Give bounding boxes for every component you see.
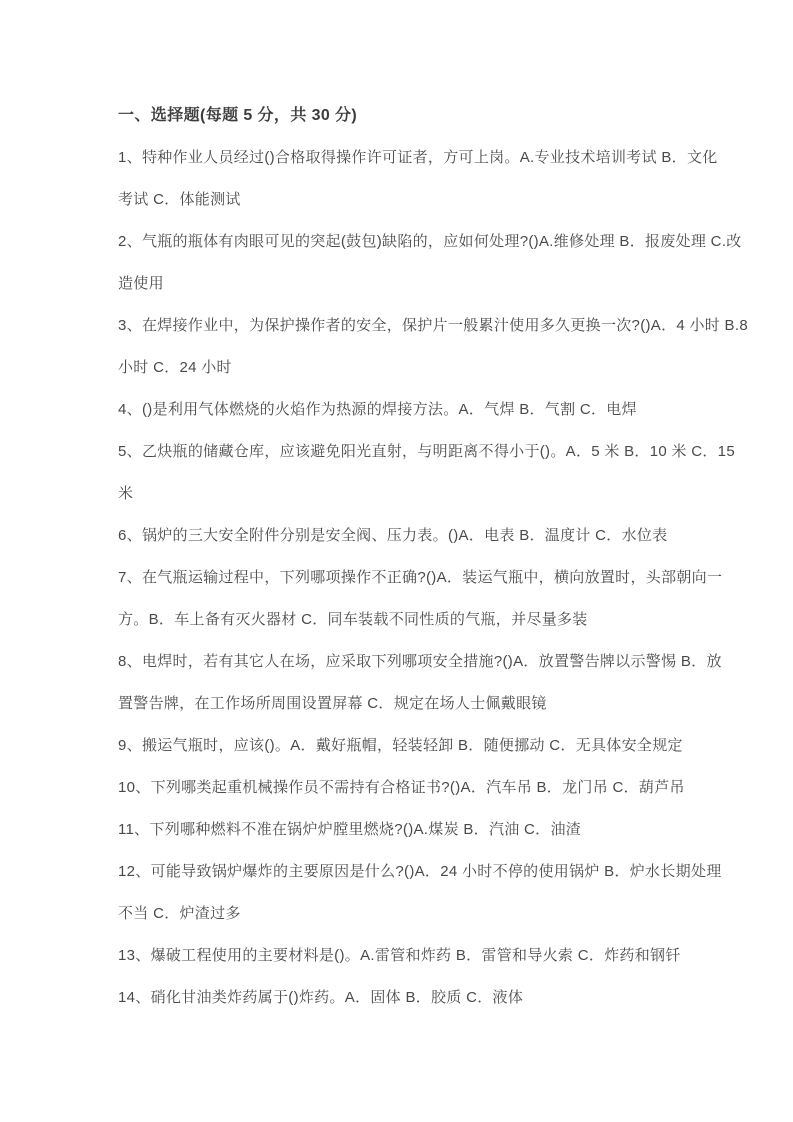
question-8 <box>118 641 722 725</box>
question-6 <box>118 515 678 557</box>
question-12-line-2: 不当 C．炉渣过多 <box>118 905 241 922</box>
question-4-line-1: 4、()是利用气体燃烧的火焰作为热源的焊接方法。A．气焊 B．气割 C．电焊 <box>118 401 637 418</box>
question-5-line-2: 米 <box>118 485 134 502</box>
question-9 <box>118 725 683 767</box>
question-7-line-2: 方。B．车上备有灭火器材 C．同车装载不同性质的气瓶，并尽量多装 <box>118 611 588 628</box>
question-11 <box>118 809 678 851</box>
question-6-line-1: 6、锅炉的三大安全附件分别是安全阀、压力表。()A．电表 B．温度计 C．水位表 <box>118 527 668 544</box>
question-13-line-1: 13、爆破工程使用的主要材料是()。A.雷管和炸药 B．雷管和导火索 C．炸药和钢钎 <box>118 947 681 964</box>
question-8-line-2: 置警告牌，在工作场所周围设置屏幕 C．规定在场人士佩戴眼镜 <box>118 695 547 712</box>
question-3-line-2: 小时 C．24 小时 <box>118 359 232 376</box>
question-7-line-1: 7、在气瓶运输过程中，下列哪项操作不正确?()A．装运气瓶中，横向放置时，头部朝向一 <box>118 569 723 586</box>
question-2-line-2: 造使用 <box>118 275 164 292</box>
question-3-line-1: 3、在焊接作业中，为保护操作者的安全，保护片一般累汁使用多久更换一次?()A．4 小时 B.8 <box>118 317 748 334</box>
question-12-line-1: 12、可能导致锅炉爆炸的主要原因是什么?()A．24 小时不停的使用锅炉 B．炉水长期处理 <box>118 863 722 880</box>
question-4 <box>118 389 678 431</box>
question-1-line-2: 考试 C．体能测试 <box>118 191 241 208</box>
question-11-line-1: 11、下列哪种燃料不准在锅炉炉膛里燃烧?()A.煤炭 B．汽油 C．油渣 <box>118 821 582 838</box>
section-heading: 一、选择题(每题 5 分，共 30 分) <box>118 107 358 124</box>
question-12 <box>118 851 722 935</box>
question-8-line-1: 8、电焊时，若有其它人在场，应采取下列哪项安全措施?()A．放置警告牌以示警惕 B．放 <box>118 653 722 670</box>
question-13 <box>118 935 681 977</box>
question-10 <box>118 767 685 809</box>
question-5-line-1: 5、乙炔瓶的储藏仓库，应该避免阳光直射，与明距离不得小于()。A．5 米 B．10 米 C．15 <box>118 443 735 460</box>
question-1-line-1: 1、特种作业人员经过()合格取得操作许可证者，方可上岗。A.专业技术培训考试 B．文化 <box>118 149 718 166</box>
question-9-line-1: 9、搬运气瓶时，应该()。A．戴好瓶帽，轻装轻卸 B．随便挪动 C．无具体安全规定 <box>118 737 683 754</box>
exam-document <box>118 95 748 1019</box>
question-14-line-1: 14、硝化甘油类炸药属于()炸药。A．固体 B．胶质 C．液体 <box>118 989 524 1006</box>
question-3 <box>118 305 748 389</box>
question-10-line-1: 10、下列哪类起重机械操作员不需持有合格证书?()A．汽车吊 B．龙门吊 C．葫芦吊 <box>118 779 685 796</box>
question-2 <box>118 221 742 305</box>
question-5 <box>118 431 735 515</box>
question-1 <box>118 137 718 221</box>
question-14 <box>118 977 678 1019</box>
question-2-line-1: 2、气瓶的瓶体有肉眼可见的突起(鼓包)缺陷的，应如何处理?()A.维修处理 B．报废处理 C.改 <box>118 233 742 250</box>
question-7 <box>118 557 723 641</box>
